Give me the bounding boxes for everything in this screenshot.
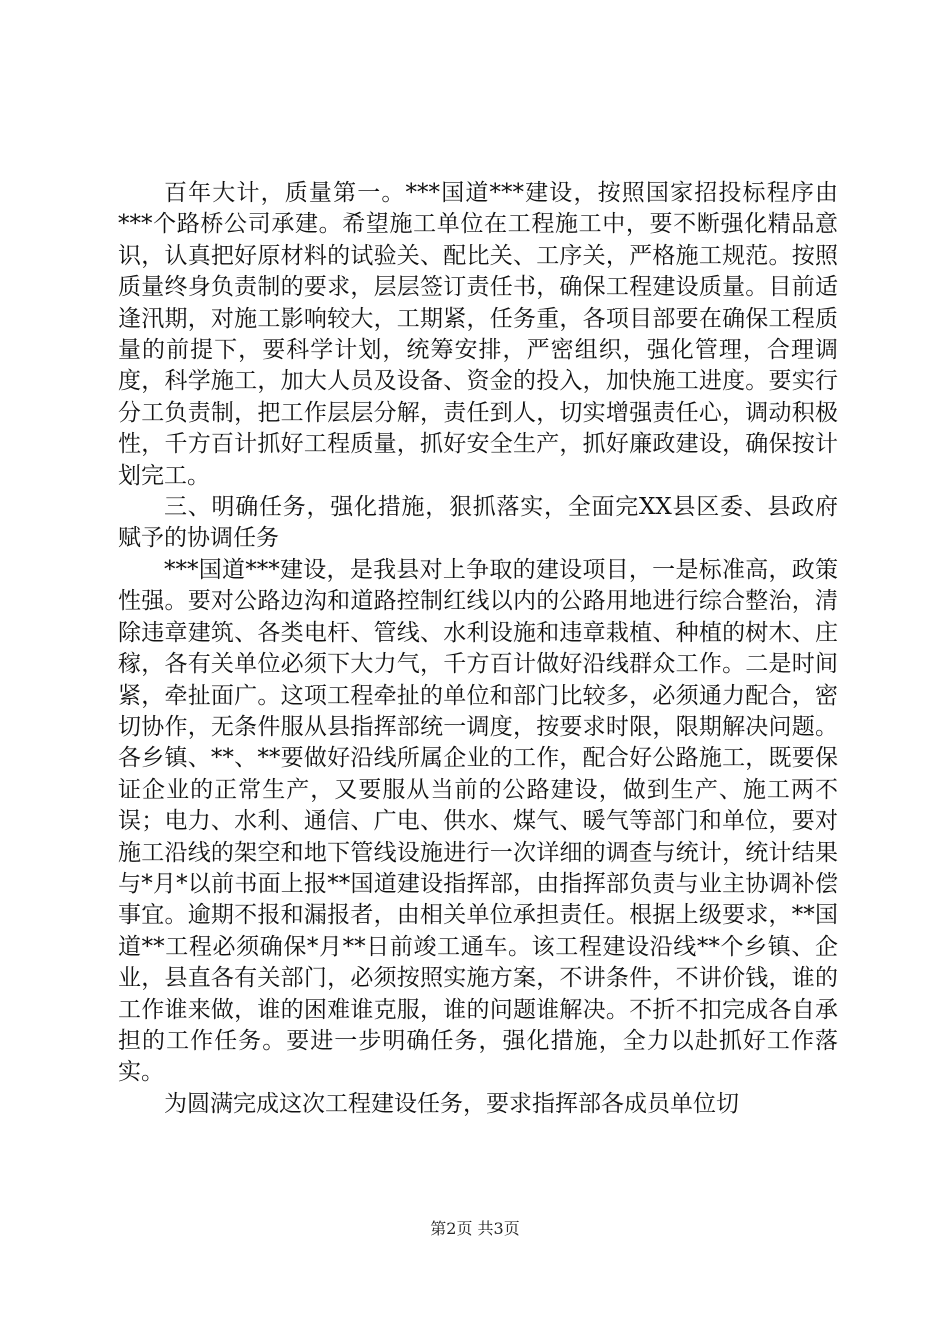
page-footer [0, 1219, 950, 1239]
document-body [118, 178, 838, 1120]
paragraph-highway-project: ***国道***建设，是我县对上争取的建设项目，一是标准高，政策性强。要对公路边沟和道路控制红线以内的公路用地进行综合整治，清除违章建筑、各类电杆、管线、水利设施和违章栽植、种植的树木、庄稼，各有关单位必须下大力气，千方百计做好沿线群众工作。二是时间紧，牵扯面广。这项工程牵扯的单位和部门比较多，必须通力配合，密切协作，无条件服从县指挥部统一调度，按要求时限，限期解决问题。各乡镇、**、**要做好沿线所属企业的工作，配合好公路施工，既要保证企业的正常生产，又要服从当前的公路建设，做到生产、施工两不误；电力、水利、通信、广电、供水、煤气、暖气等部门和单位，要对施工沿线的架空和地下管线设施进行一次详细的调查与统计，统计结果与*月*以前书面上报**国道建设指挥部，由指挥部负责与业主协调补偿事宜。逾期不报和漏报者，由相关单位承担责任。根据上级要求，**国道**工程必须确保*月**日前竣工通车。该工程建设沿线**个乡镇、企业，县直各有关部门，必须按照实施方案，不讲条件，不讲价钱，谁的工作谁来做，谁的困难谁克服，谁的问题谁解决。不折不扣完成各自承担的工作任务。要进一步明确任务，强化措施，全力以赴抓好工作落实。 [118, 556, 839, 1086]
section-heading-3: 三、明确任务，强化措施，狠抓落实，全面完XX县区委、县政府赋予的协调任务 [118, 494, 838, 552]
paragraph-task-requirement: 为圆满完成这次工程建设任务，要求指挥部各成员单位切 [164, 1090, 739, 1117]
paragraph-quality: 百年大计，质量第一。***国道***建设，按照国家招投标程序由***个路桥公司承建。希望施工单位在工程施工中，要不断强化精品意识，认真把好原材料的试验关、配比关、工序关，严格施工规范。按照质量终身负责制的要求，层层签订责任书，确保工程建设质量。目前适逢汛期，对施工影响较大，工期紧，任务重，各项目部要在确保工程质量的前提下，要科学计划，统筹安排，严密组织，强化管理，合理调度，科学施工，加大人员及设备、资金的投入，加快施工进度。要实行分工负责制，把工作层层分解，责任到人，切实增强责任心，调动积极性，千方百计抓好工程质量，抓好安全生产，抓好廉政建设，确保按计划完工。 [118, 180, 838, 489]
page-number-indicator: 第2页 共3页 [430, 1219, 520, 1238]
